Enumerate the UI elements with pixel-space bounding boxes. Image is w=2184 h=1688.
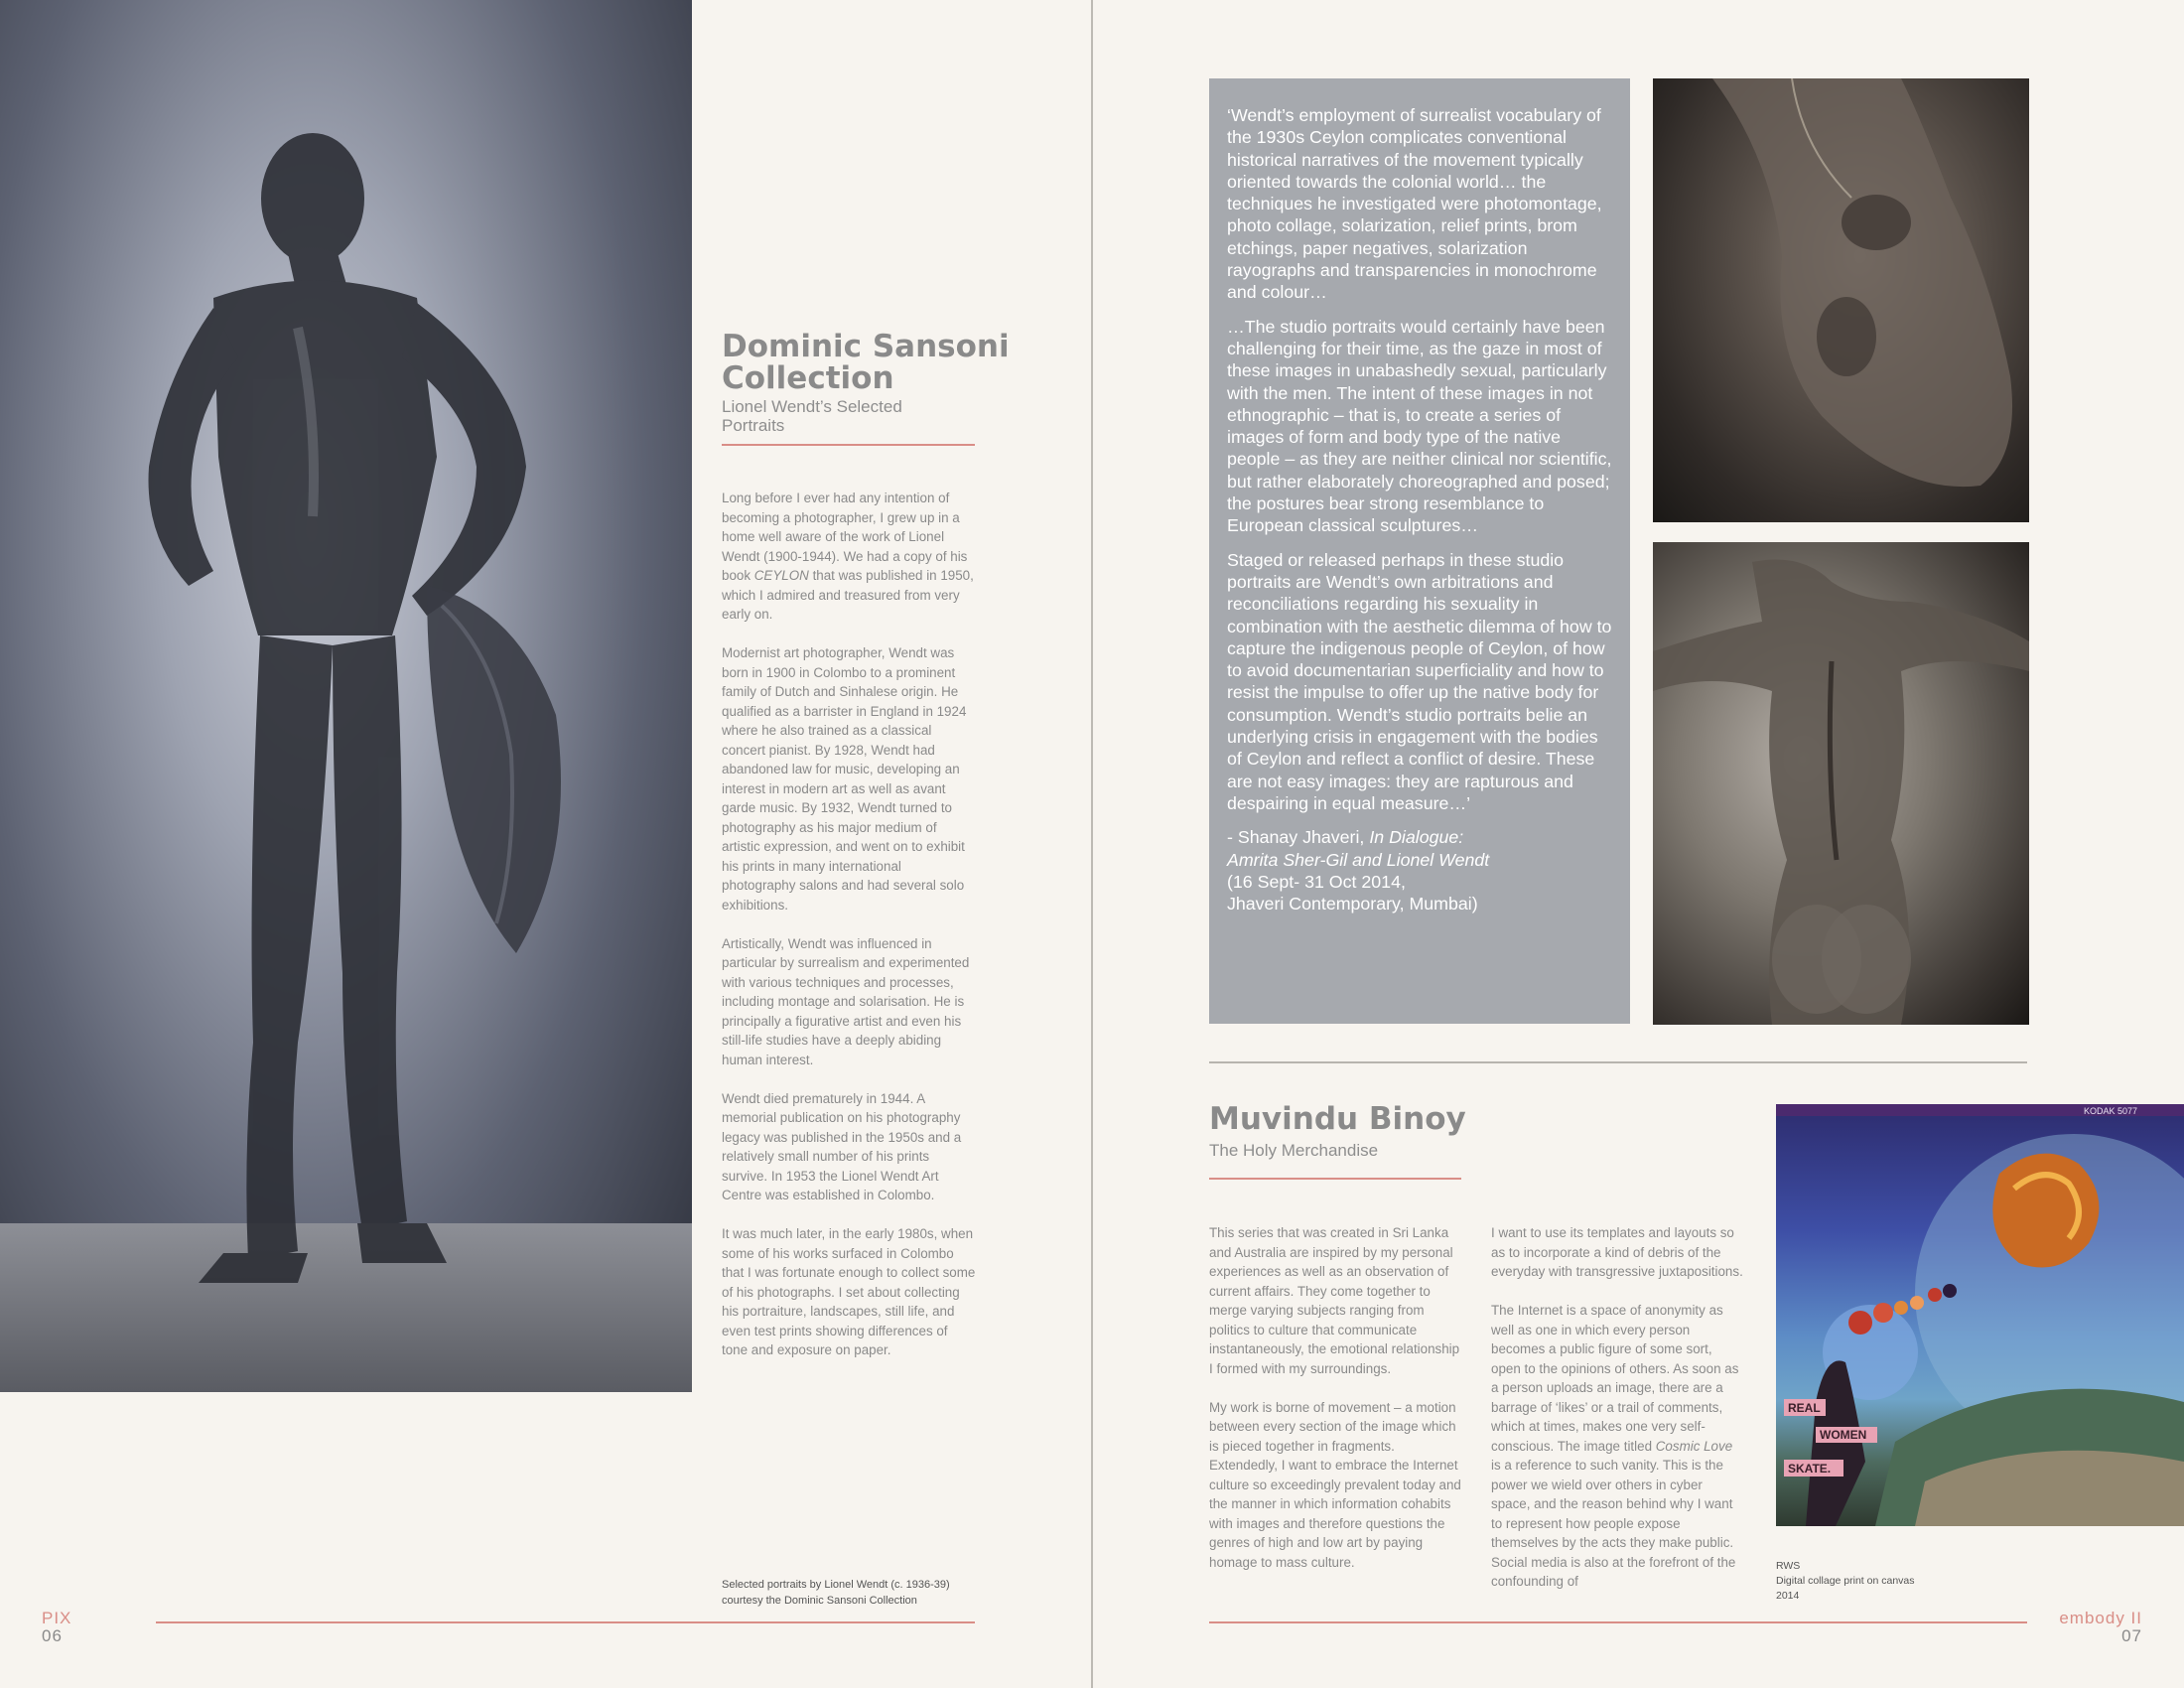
left-paragraph-2: Modernist art photographer, Wendt was born in 1900 in Colombo to a prominent family of Dutch and Sinhalese origin. He qualified as a barrister in England in 1924 where he also trained as a classical concert pianist. By 1928, Wendt had abandoned law for music, developing an interest in modern art as well as avant garde music. By 1932, Wendt turned to photography as his major medium of artistic expression, and went on to exhibit his prints in many international photography salons and had several solo exhibitions. xyxy=(722,645,967,913)
left-caption-line2: courtesy the Dominic Sansoni Collection xyxy=(722,1595,917,1607)
quote-paragraph-1: ‘Wendt’s employment of surrealist vocabulary of the 1930s Ceylon complicates conventional historical narratives of the movement typically oriented towards the colonial world… the techniques he investigated were photomontage, photo collage, solarization, relief prints, brom etchings, paper negatives, solarization rayographs and transparencies in monochrome and colour… xyxy=(1227,105,1602,303)
artist-column-1 xyxy=(1209,1223,1463,1592)
left-body-text xyxy=(722,489,976,1379)
left-footer-rule xyxy=(156,1621,975,1623)
left-paragraph-4: Wendt died prematurely in 1944. A memorial publication on his photography legacy was published in the 1950s and a relatively small number of his prints survive. In 1953 the Lionel Wendt Art Centre was established in Colombo. xyxy=(722,1090,962,1202)
wendt-back-photo xyxy=(1653,542,2029,1025)
left-caption-line1: Selected portraits by Lionel Wendt (c. 1936-39) xyxy=(722,1579,950,1591)
left-paragraph-5: It was much later, in the early 1980s, when some of his works surfaced in Colombo that I was fortunate enough to collect some of his photographs. I set about collecting his portraiture, landscapes, still life, and even test prints showing differences of tone and exposure on paper. xyxy=(722,1226,976,1357)
artist-column-2 xyxy=(1491,1223,1745,1611)
artist-col1-paragraph-1: This series that was created in Sri Lanka and Australia are inspired by my personal experiences as well as an observation of current affairs. They come together to merge varying subjects ranging from politics to culture that communicate instantaneously, the emotional relationship I formed with my surroundings. xyxy=(1209,1225,1460,1376)
wendt-torso-photo xyxy=(1653,78,2029,522)
collage-film-text: KODAK 5077 xyxy=(2084,1106,2138,1116)
right-footer-label: embody II xyxy=(2059,1609,2142,1627)
collage-word-women: WOMEN xyxy=(1820,1428,1867,1442)
artist-col2-paragraph-1: I want to use its templates and layouts so as to incorporate a kind of debris of the everyday with transgressive juxtapositions. xyxy=(1491,1225,1743,1279)
collage-word-skate: SKATE. xyxy=(1788,1462,1832,1476)
quote-box xyxy=(1209,78,1630,1024)
left-footer-label: PIX xyxy=(42,1609,72,1627)
cosmic-love-collage xyxy=(1776,1104,2184,1526)
left-paragraph-3: Artistically, Wendt was influenced in particular by surrealism and experimented with various techniques and processes, including montage and solarisation. He is principally a figurative artist and even his still-life studies have a deeply abiding human interest. xyxy=(722,935,970,1067)
page-gutter xyxy=(1091,0,1093,1688)
left-page-number: 06 xyxy=(42,1626,63,1645)
left-paragraph-1: Long before I ever had any intention of becoming a photographer, I grew up in a home well aware of the work of Lionel Wendt (1900-1944). We had a copy of his book CEYLON that was published in 1950, which I admired and treasured from very early on. xyxy=(722,491,974,622)
left-title-line1: Dominic Sansoni xyxy=(722,329,1010,364)
quote-paragraph-3: Staged or released perhaps in these studio portraits are Wendt’s own arbitrations and reconciliations regarding his sexuality in combination with the aesthetic dilemma of how to capture the indigenous people of Ceylon, of how to avoid documentarian superficiality and how to resist the impulse to offer up the native body for consumption. Wendt’s studio portraits belie an underlying crisis in engagement with the bodies of Ceylon and reflect a conflict of desire. These are not easy images: they are rapturous and despairing in equal measure…’ xyxy=(1227,549,1612,813)
collage-word-real: REAL xyxy=(1788,1401,1821,1415)
left-title-line2: Collection xyxy=(722,360,894,396)
artist-title: Muvindu Binoy xyxy=(1209,1101,1466,1137)
left-subtitle-line1: Lionel Wendt’s Selected xyxy=(722,397,902,416)
wendt-portrait-photo xyxy=(0,0,692,1392)
quote-paragraph-2: …The studio portraits would certainly have been challenging for their time, as the gaze in most of these images in unabashedly sexual, particularly with the men. The intent of these images in not ethnographic – that is, to create a series of images of form and body type of the native people – as they are neither clinical nor scientific, but rather elaborately choreographed and posed; the postures bear strong resemblance to European classical sculptures… xyxy=(1227,316,1612,536)
right-page-number: 07 xyxy=(2121,1626,2142,1645)
left-title-rule xyxy=(722,444,975,446)
right-footer-rule xyxy=(1209,1621,2027,1623)
left-subtitle-line2: Portraits xyxy=(722,416,785,435)
collage-caption-line1: RWS xyxy=(1776,1560,1801,1572)
collage-caption-line3: 2014 xyxy=(1776,1590,1800,1602)
artist-title-rule xyxy=(1209,1178,1461,1180)
artist-col2-paragraph-2: The Internet is a space of anonymity as well as one in which every person becomes a public figure of some sort, open to the opinions of others. As soon as a person uploads an image, there are a barrage of ‘likes’ or a trail of comments, which at times, makes one very self-conscious. The image titled Cosmic Love is a reference to such vanity. This is the power we wield over others in cyber space, and the reason behind why I want to represent how people expose themselves by the acts they make public. Social media is also at the forefront of the confounding of xyxy=(1491,1303,1739,1589)
collage-caption-line2: Digital collage print on canvas xyxy=(1776,1575,1915,1587)
artist-col1-paragraph-2: My work is borne of movement – a motion between every section of the image which is pieced together in fragments. Extendedly, I want to embrace the Internet culture so exceedingly prevalent today and the manner in which information cohabits with images and therefore questions the genres of high and low art by paying homage to mass culture. xyxy=(1209,1399,1461,1570)
section-divider xyxy=(1209,1061,2027,1063)
artist-subtitle: The Holy Merchandise xyxy=(1209,1141,1379,1160)
quote-attribution: - Shanay Jhaveri, In Dialogue: Amrita Sher-Gil and Lionel Wendt (16 Sept- 31 Oct 2014, Jhaveri Contemporary, Mumbai) xyxy=(1227,827,1490,914)
